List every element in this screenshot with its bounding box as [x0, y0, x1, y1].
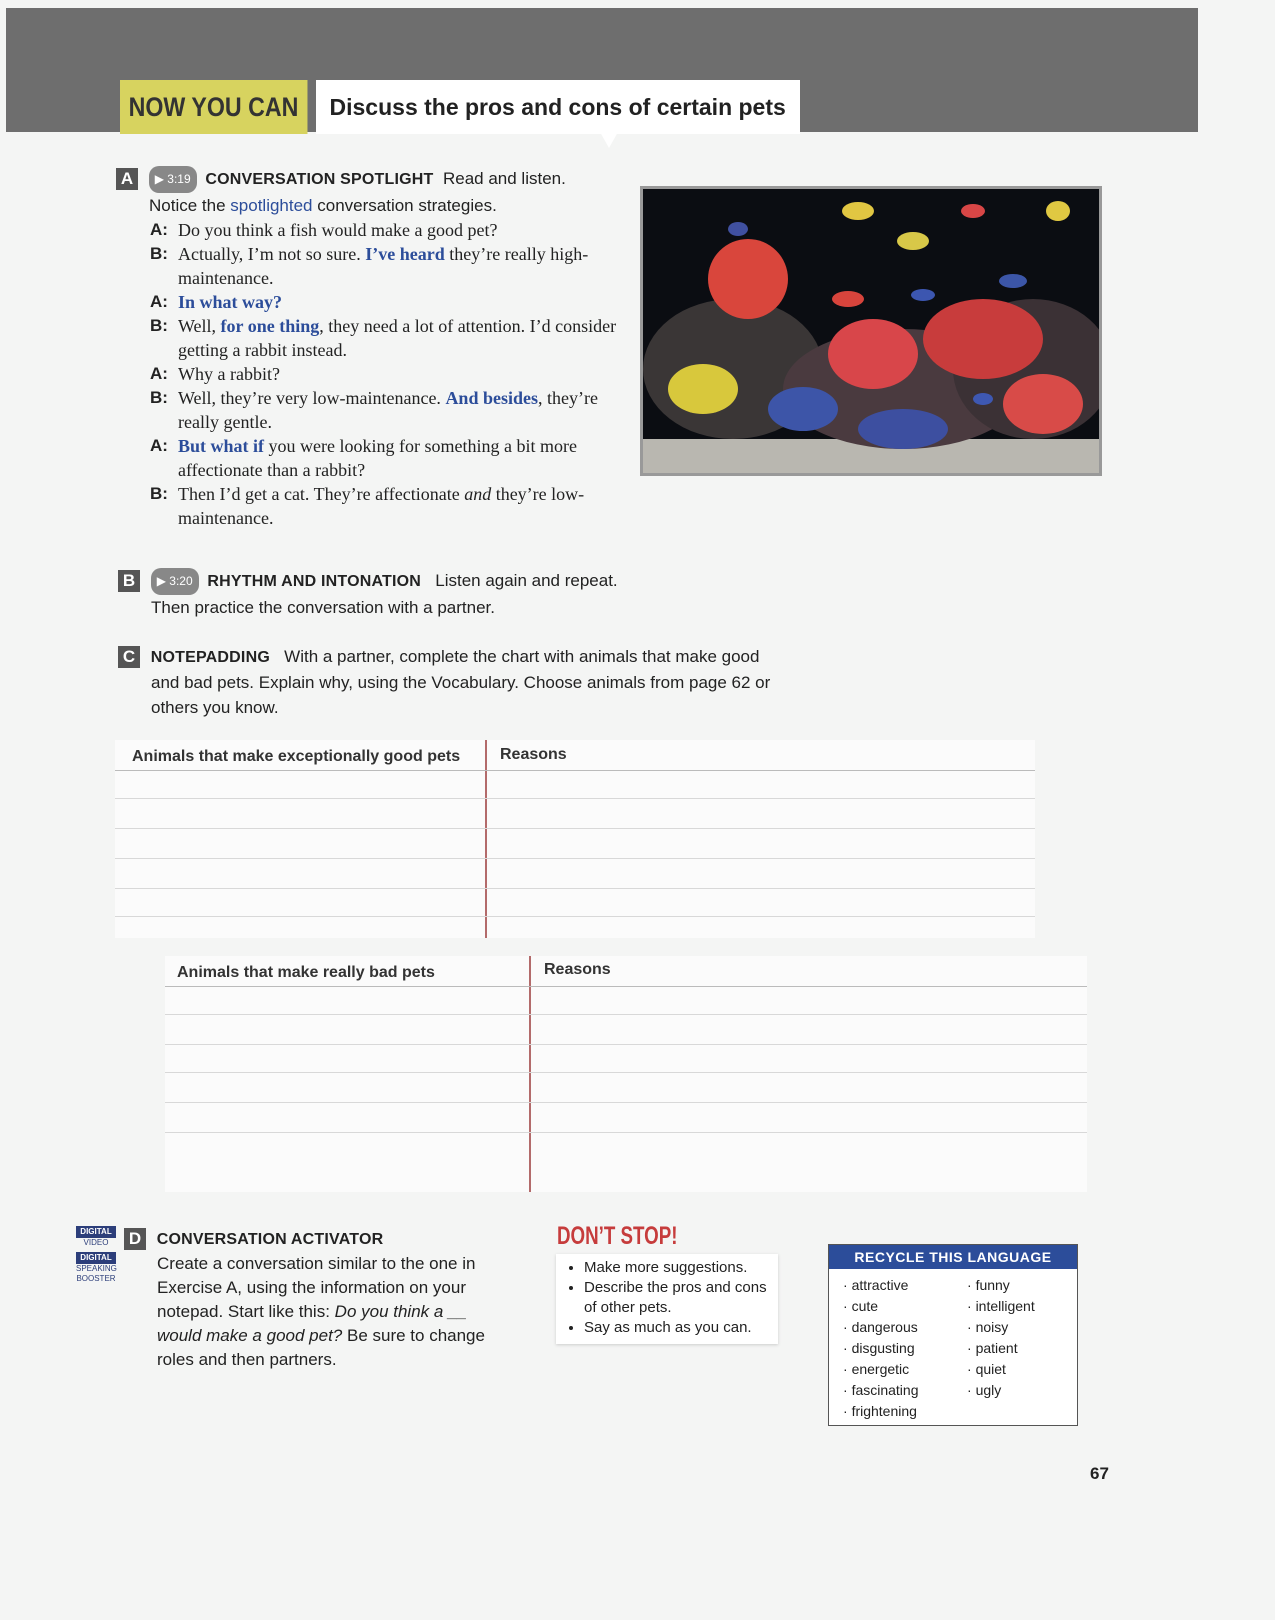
recycle-language-box — [828, 1244, 1078, 1426]
recycle-word: · patient — [967, 1340, 1018, 1356]
note-line[interactable] — [115, 858, 1035, 859]
recycle-column-1 — [843, 1275, 919, 1422]
good-pets-header: Animals that make exceptionally good pets — [132, 748, 461, 765]
bad-pets-reasons-header: Reasons — [544, 961, 611, 978]
spotlight-phrase: But what if — [178, 436, 265, 456]
note-line[interactable] — [115, 798, 1035, 799]
spotlight-phrase: for one thing — [220, 316, 320, 336]
conversation-text — [178, 362, 280, 386]
conversation-line — [150, 314, 620, 362]
note-line[interactable] — [165, 1102, 1087, 1103]
conversation-text — [178, 386, 620, 434]
good-pets-chart — [115, 740, 1035, 938]
note-line[interactable] — [115, 828, 1035, 829]
header-rule — [115, 770, 1035, 771]
spotlight-phrase: And besides — [445, 388, 538, 408]
section-d-instructions: Create a conversation similar to the one in Exercise A, using the information on your notepad. Start like this: Do you think a __ would make a good pet? Be sure to change roles and then partners. — [157, 1254, 485, 1369]
section-a-heading: CONVERSATION SPOTLIGHT — [205, 171, 434, 188]
note-line[interactable] — [165, 1044, 1087, 1045]
audio-track-icon[interactable]: ▶ 3:20 — [151, 568, 199, 595]
speaker-label: B: — [150, 388, 168, 407]
good-pets-reasons-header: Reasons — [500, 746, 567, 763]
now-you-can-tag: NOW YOU CAN — [120, 80, 307, 134]
bad-pets-chart — [165, 956, 1087, 1192]
speaker-label: A: — [150, 220, 168, 239]
conversation-line — [150, 482, 620, 530]
dont-stop-title: DON’T STOP! — [557, 1222, 678, 1250]
header-rule — [165, 986, 1087, 987]
section-a-instruction-2: Notice the spotlighted conversation strategies. — [149, 196, 497, 216]
section-a-instruction-1: Read and listen. — [442, 169, 566, 188]
conversation-line — [150, 242, 620, 290]
digital-video-badge[interactable]: DIGITAL — [76, 1226, 116, 1238]
lesson-title: Discuss the pros and cons of certain pets — [316, 80, 800, 134]
section-c-heading: NOTEPADDING — [150, 649, 270, 666]
conversation-line — [150, 362, 620, 386]
speaker-label: B: — [150, 316, 168, 335]
recycle-word: · frightening — [843, 1403, 917, 1419]
conversation-line — [150, 434, 620, 482]
recycle-word: · fascinating — [843, 1382, 919, 1398]
conversation-text — [178, 314, 620, 362]
spotlight-phrase: I’ve heard — [365, 244, 445, 264]
text-segment: Actually, I’m not so sure. — [178, 244, 366, 264]
aquarium-image — [643, 189, 1099, 473]
column-divider — [529, 956, 531, 1192]
text-segment: Well, they’re very low-maintenance. — [178, 388, 446, 408]
speaker-label: B: — [150, 484, 168, 503]
section-c-instruction-2: and bad pets. Explain why, using the Vocabulary. Choose animals from page 62 or — [151, 673, 771, 692]
digital-speaking-badge[interactable]: DIGITAL — [76, 1252, 116, 1264]
text-segment: Well, — [178, 316, 221, 336]
conversation-text — [178, 242, 620, 290]
recycle-word: · energetic — [843, 1361, 910, 1377]
section-b-heading: RHYTHM AND INTONATION — [207, 573, 422, 590]
recycle-title: RECYCLE THIS LANGUAGE — [829, 1245, 1077, 1269]
recycle-word: · intelligent — [967, 1298, 1035, 1314]
lesson-title-bar — [120, 80, 800, 134]
conversation-transcript — [150, 218, 620, 530]
section-b-instruction-1: Listen again and repeat. — [435, 571, 618, 590]
conversation-line — [150, 290, 620, 314]
text-segment: Do you think a fish would make a good pet? — [178, 220, 498, 240]
dont-stop-item: • Describe the pros and cons of other pets. — [584, 1278, 778, 1318]
note-line[interactable] — [115, 916, 1035, 917]
aquarium-photo — [640, 186, 1102, 476]
recycle-word: · funny — [967, 1277, 1010, 1293]
conversation-line — [150, 218, 620, 242]
digital-badges — [76, 1226, 116, 1284]
section-c — [118, 644, 858, 720]
speaker-label: A: — [150, 364, 168, 383]
conversation-line — [150, 386, 620, 434]
dont-stop-box — [556, 1254, 778, 1344]
section-letter-d: D — [124, 1228, 146, 1250]
recycle-word: · quiet — [967, 1361, 1006, 1377]
note-line[interactable] — [165, 1132, 1087, 1133]
title-pointer — [600, 132, 618, 148]
section-b — [118, 568, 678, 620]
section-a-header — [116, 166, 616, 218]
text-segment: you were looking for something a bit more affectionate than a rabbit? — [178, 436, 577, 480]
recycle-word: · disgusting — [843, 1340, 915, 1356]
section-d — [124, 1226, 534, 1372]
recycle-word: · noisy — [967, 1319, 1009, 1335]
dont-stop-item: • Make more suggestions. — [584, 1258, 778, 1278]
text-segment: and — [464, 484, 492, 504]
text-segment: they’re really high-maintenance. — [178, 244, 589, 288]
dont-stop-item: • Say as much as you can. — [584, 1318, 778, 1338]
speaker-label: A: — [150, 292, 168, 311]
conversation-text — [178, 290, 282, 314]
recycle-word: · attractive — [843, 1277, 909, 1293]
bad-pets-header: Animals that make really bad pets — [177, 964, 435, 981]
booster-label: BOOSTER — [76, 1274, 116, 1283]
page-number: 67 — [1090, 1464, 1109, 1483]
recycle-word: · ugly — [967, 1382, 1002, 1398]
recycle-word: · cute — [843, 1298, 879, 1314]
conversation-text — [178, 434, 620, 482]
speaker-label: B: — [150, 244, 168, 263]
spotlight-phrase: In what way? — [178, 292, 283, 312]
conversation-text — [178, 482, 620, 530]
text-segment: Then I’d get a cat. They’re affectionate — [178, 484, 465, 504]
recycle-word: · dangerous — [843, 1319, 918, 1335]
section-c-instruction-3: others you know. — [151, 698, 279, 717]
section-c-instruction-1: With a partner, complete the chart with animals that make good — [284, 647, 760, 666]
note-line[interactable] — [165, 1014, 1087, 1015]
audio-track-icon[interactable]: ▶ 3:19 — [149, 166, 197, 193]
speaking-label: SPEAKING — [76, 1264, 117, 1273]
note-line[interactable] — [165, 1072, 1087, 1073]
section-letter-a: A — [116, 168, 138, 190]
conversation-text — [178, 218, 497, 242]
section-d-heading: CONVERSATION ACTIVATOR — [156, 1231, 384, 1248]
digital-video-label: VIDEO — [83, 1238, 109, 1247]
section-b-instruction-2: Then practice the conversation with a partner. — [151, 598, 495, 618]
text-segment: , they need a lot of attention. I’d consider getting a rabbit instead. — [178, 316, 617, 360]
text-segment: Why a rabbit? — [178, 364, 280, 384]
section-letter-b: B — [118, 570, 140, 592]
text-segment: , they’re really gentle. — [178, 388, 598, 432]
speaker-label: A: — [150, 436, 168, 455]
text-segment: they’re low-maintenance. — [178, 484, 585, 528]
note-line[interactable] — [115, 888, 1035, 889]
section-letter-c: C — [118, 646, 140, 668]
recycle-column-2 — [967, 1275, 1035, 1401]
